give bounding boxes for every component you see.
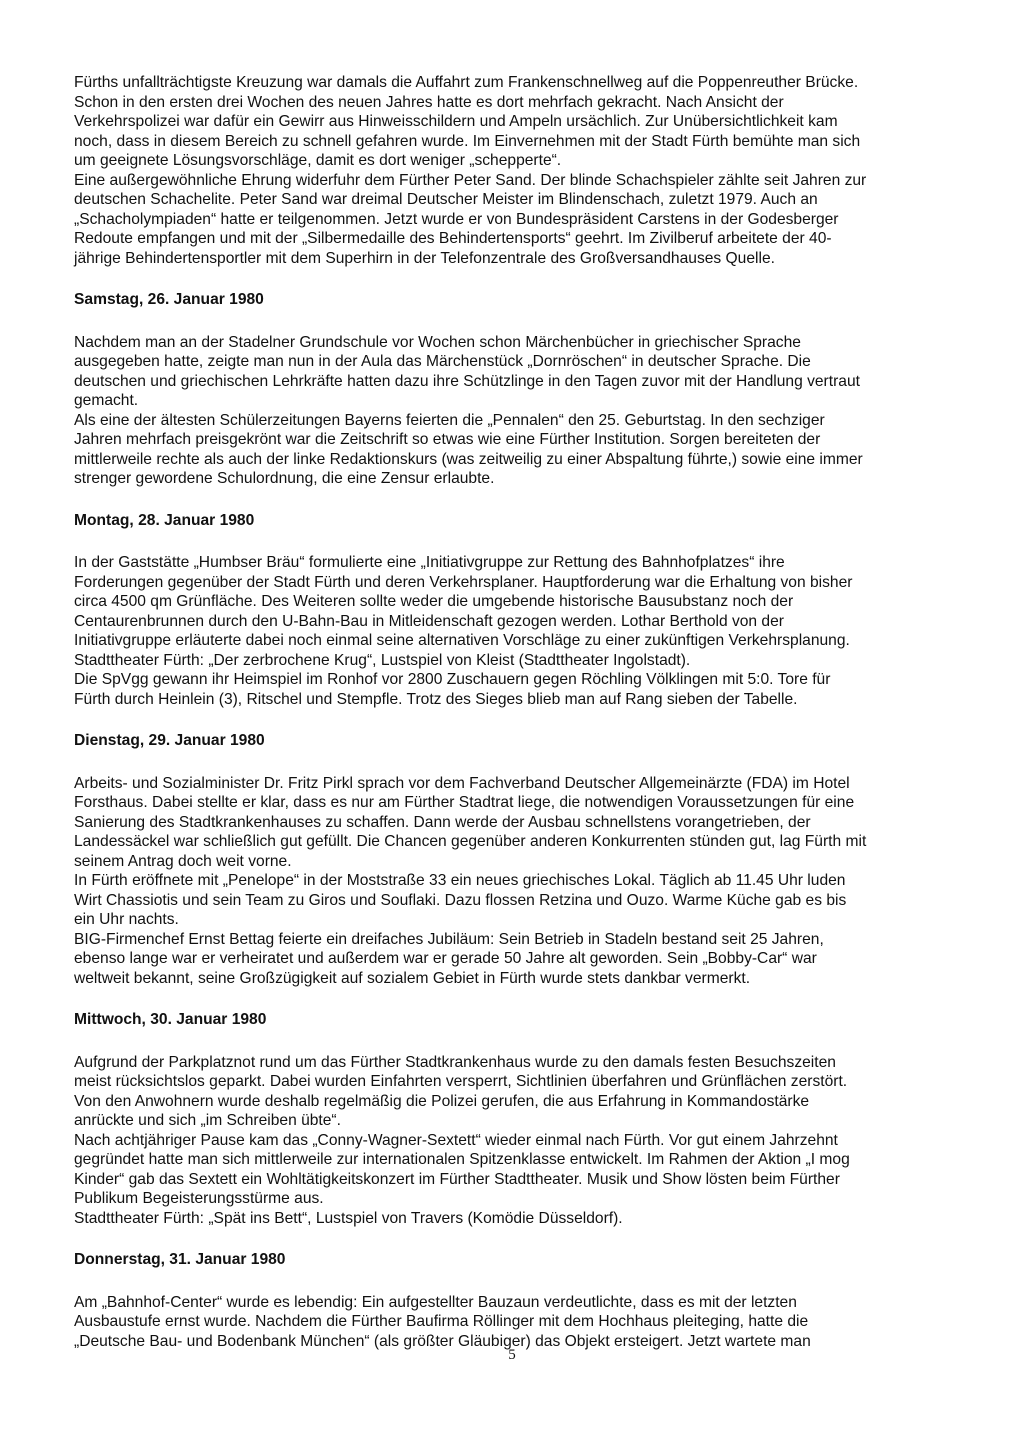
text-line: „Schacholympiaden“ hatte er teilgenommen. Jetzt wurde er von Bundespräsident Carstens in der Godesberger [74,210,839,228]
sections-container [74,290,964,1351]
text-line: Aufgrund der Parkplatznot rund um das Fürther Stadtkrankenhaus wurde zu den damals festen Besuchszeiten [74,1053,836,1071]
text-line: gegründet hatte man sich mittlerweile zur internationalen Spitzenklasse entwickelt. Im Rahmen der Aktion „I mog [74,1151,850,1168]
section-heading: Montag, 28. Januar 1980 [74,511,255,529]
text-line: Eine außergewöhnliche Ehrung widerfuhr dem Fürther Peter Sand. Der blinde Schachspieler zählte seit Jahren zur [74,171,867,189]
text-line: Nach achtjähriger Pause kam das „Conny-Wagner-Sextett“ wieder einmal nach Fürth. Vor gut einem Jahrzehnt [74,1131,838,1149]
text-line: Fürth durch Heinlein (3), Ritschel und Stempfle. Trotz des Sieges blieb man auf Rang sieben der Tabelle. [74,690,798,708]
text-line: um geeignete Lösungsvorschläge, damit es dort weniger „schepperte“. [74,152,562,169]
text-line: Stadttheater Fürth: „Der zerbrochene Krug“, Lustspiel von Kleist (Stadttheater Ingolstadt). [74,651,691,669]
section-heading: Samstag, 26. Januar 1980 [74,291,264,308]
text-line: Redoute empfangen und mit der „Silbermedaille des Behindertensports“ geehrt. Im Zivilberuf arbeitete der 40- [74,230,832,247]
text-line: Verkehrspolizei war dafür ein Gewirr aus Hinweisschildern und Ampeln ursächlich. Zur Unübersichtlichkeit kam [74,113,838,130]
text-line: seinem Antrag doch weit vorne. [74,852,292,870]
section-heading: Donnerstag, 31. Januar 1980 [74,1251,286,1268]
text-line: deutschen Schachelite. Peter Sand war dreimal Deutscher Meister im Blindenschach, zuletzt 1979. Auch an [74,191,818,208]
text-line: BIG-Firmenchef Ernst Bettag feierte ein dreifaches Jubiläum: Sein Betrieb in Stadeln bestand seit 25 Jahren, [74,930,824,948]
text-line: meist rücksichtslos geparkt. Dabei wurden Einfahrten versperrt, Sichtlinien überfahren und Grünflächen zerstört. [74,1073,848,1090]
text-line: deutschen und griechischen Lehrkräfte hatten dazu ihre Schützlinge in den Tagen zuvor mit der Handlung vertraut [74,372,860,390]
text-line: In Fürth eröffnete mit „Penelope“ in der Moststraße 33 ein neues griechisches Lokal. Täglich ab 11.45 Uhr luden [74,872,846,889]
text-line: Forderungen gegenüber der Stadt Fürth und deren Verkehrsplaner. Hauptforderung war die Erhaltung von bisher [74,573,853,591]
text-line: ein Uhr nachts. [74,911,179,928]
text-line: Die SpVgg gewann ihr Heimspiel im Ronhof vor 2800 Zuschauern gegen Röchling Völklingen mit 5:0. Tore für [74,671,831,688]
section-heading: Mittwoch, 30. Januar 1980 [74,1011,267,1028]
text-line: ausgegeben hatte, zeigte man nun in der Aula das Märchenstück „Dornröschen“ in deutscher Sprache. Die [74,353,811,370]
text-line: Jahren mehrfach preisgekrönt war die Zeitschrift so etwas wie eine Fürther Institution. Sorgen bereiteten der [74,431,821,448]
section-paragraph [74,1053,964,1229]
text-line: noch, dass in diesem Bereich zu schnell gefahren wurde. Im Einvernehmen mit der Stadt Fürth bemühte man sich [74,132,861,150]
text-line: Landessäckel war schließlich gut gefüllt. Die Chancen gegenüber anderen Konkurrenten stünden gut, lag Fürth mit [74,833,867,850]
text-line: Ausbaustufe ernst wurde. Nachdem die Fürther Baufirma Röllinger mit dem Hochhaus pleiteging, hatte die [74,1313,809,1330]
text-line: gemacht. [74,392,139,409]
section-heading: Dienstag, 29. Januar 1980 [74,732,265,749]
section-paragraph [74,1293,964,1352]
text-line: Nachdem man an der Stadelner Grundschule vor Wochen schon Märchenbücher in griechischer Sprache [74,333,801,351]
text-line: Schon in den ersten drei Wochen des neuen Jahres hatte es dort mehrfach gekracht. Nach Ansicht der [74,93,784,111]
section-paragraph [74,553,964,709]
text-line: Stadttheater Fürth: „Spät ins Bett“, Lustspiel von Travers (Komödie Düsseldorf). [74,1209,623,1227]
document-page [74,73,964,1351]
text-line: ebenso lange war er verheiratet und außerdem war er gerade 50 Jahre alt geworden. Sein „Bobby-Car“ war [74,950,817,967]
text-line: jährige Behindertensportler mit dem Superhirn in der Telefonzentrale des Großversandhauses Quelle. [74,249,775,267]
intro-paragraph [74,73,964,268]
text-line: Von den Anwohnern wurde deshalb regelmäßig die Polizei gerufen, die aus Erfahrung in Kommandostärke [74,1092,810,1110]
text-line: Als eine der ältesten Schülerzeitungen Bayerns feierten die „Pennalen“ den 25. Geburtstag. In den sechziger [74,411,825,429]
text-line: mittlerweile rechte als auch der linke Redaktionskurs (was zeitweilig zu einer Abspaltung führte,) sowie eine immer [74,450,863,468]
text-line: strenger gewordene Schulordnung, die eine Zensur erlaubte. [74,470,495,487]
text-line: Fürths unfallträchtigste Kreuzung war damals die Auffahrt zum Frankenschnellweg auf die Poppenreuther Brücke. [74,74,859,91]
section-paragraph [74,774,964,989]
text-line: weltweit bekannt, seine Großzügigkeit auf sozialem Gebiet in Fürth wurde stets dankbar vermerkt. [74,969,751,987]
text-line: Publikum Begeisterungsstürme aus. [74,1190,324,1207]
text-line: Wirt Chassiotis und sein Team zu Giros und Souflaki. Dazu flossen Retzina und Ouzo. Warme Küche gab es bis [74,891,847,909]
text-line: Kinder“ gab das Sextett ein Wohltätigkeitskonzert im Fürther Stadttheater. Musik und Show lösten beim Fürther [74,1170,840,1188]
section-paragraph [74,333,964,489]
text-line: Initiativgruppe erläuterte dabei noch einmal seine alternativen Vorschläge zu einer zukünftigen Verkehrsplanung. [74,632,850,649]
text-line: Centaurenbrunnen durch den U-Bahn-Bau in Mitleidenschaft gezogen werden. Lothar Berthold von der [74,612,784,630]
text-line: In der Gaststätte „Humbser Bräu“ formulierte eine „Initiativgruppe zur Rettung des Bahnhofplatzes“ ihre [74,554,785,571]
text-line: Arbeits- und Sozialminister Dr. Fritz Pirkl sprach vor dem Fachverband Deutscher Allgemeinärzte (FDA) im Hotel [74,774,850,792]
text-line: Am „Bahnhof-Center“ wurde es lebendig: Ein aufgestellter Bauzaun verdeutlichte, dass es mit der letzten [74,1293,797,1311]
text-line: Forsthaus. Dabei stellte er klar, dass es nur am Fürther Stadtrat liege, die notwendigen Voraussetzungen für eine [74,794,855,811]
text-line: circa 4500 qm Grünfläche. Des Weiteren sollte weder die umgebende historische Bausubstanz noch der [74,593,794,610]
text-line: Sanierung des Stadtkrankenhauses zu schaffen. Dann werde der Ausbau schnellstens vorangetrieben, der [74,813,811,831]
text-line: anrückte und sich „im Schreiben übte“. [74,1112,341,1129]
text-line: „Deutsche Bau- und Bodenbank München“ (als größter Gläubiger) das Objekt ersteigert. Jetzt wartete man [74,1332,811,1350]
page-number: 5 [508,1347,516,1363]
